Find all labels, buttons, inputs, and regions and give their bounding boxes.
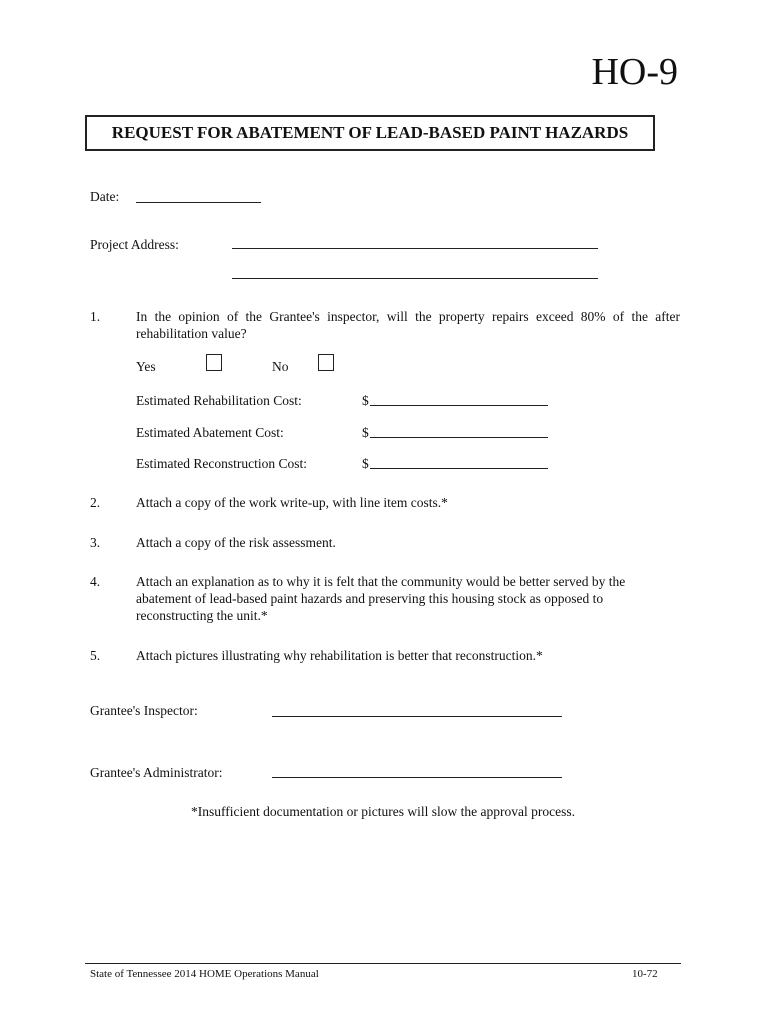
form-code: HO-9	[591, 51, 678, 93]
rehabilitation-cost-field[interactable]	[370, 391, 548, 406]
abatement-cost-field[interactable]	[370, 423, 548, 438]
reconstruction-cost-field[interactable]	[370, 454, 548, 469]
inspector-signature-field[interactable]	[272, 702, 562, 717]
date-label: Date:	[90, 189, 120, 204]
item-text: Attach a copy of the work write-up, with line item costs.*	[136, 495, 448, 510]
project-address-field-line2[interactable]	[232, 264, 598, 279]
item-text: Attach pictures illustrating why rehabilitation is better that reconstruction.*	[136, 648, 543, 663]
yes-label: Yes	[136, 359, 156, 374]
item-number: 4.	[90, 574, 101, 589]
item-number: 3.	[90, 535, 101, 550]
abatement-cost-prefix: $	[362, 425, 369, 440]
project-address-label: Project Address:	[90, 237, 179, 252]
footer-page-number: 10-72	[632, 968, 658, 980]
rehabilitation-cost-label: Estimated Rehabilitation Cost:	[136, 393, 302, 408]
form-title-box	[85, 115, 655, 151]
administrator-signature-field[interactable]	[272, 763, 562, 778]
rehabilitation-cost-prefix: $	[362, 393, 369, 408]
item-text: Attach an explanation as to why it is felt that the community would be better served by the abatement of lead-based paint hazards and preserving this housing stock as opposed to reconstructing the unit.*	[136, 574, 626, 623]
footnote-text: *Insufficient documentation or pictures will slow the approval process.	[190, 804, 576, 819]
item-text: In the opinion of the Grantee's inspector, will the property repairs exceed 80% of the after rehabilitation value?	[136, 309, 680, 341]
footer-manual-title: State of Tennessee 2014 HOME Operations Manual	[90, 968, 319, 980]
no-label: No	[272, 359, 289, 374]
abatement-cost-label: Estimated Abatement Cost:	[136, 425, 284, 440]
item-number: 5.	[90, 648, 101, 663]
form-title: REQUEST FOR ABATEMENT OF LEAD-BASED PAINT HAZARDS	[111, 123, 629, 142]
item-text: Attach a copy of the risk assessment.	[136, 535, 336, 550]
inspector-label: Grantee's Inspector:	[90, 703, 198, 718]
no-checkbox[interactable]	[318, 354, 334, 371]
project-address-field-line1[interactable]	[232, 234, 598, 249]
reconstruction-cost-label: Estimated Reconstruction Cost:	[136, 456, 307, 471]
item-number: 2.	[90, 495, 101, 510]
footer-divider	[85, 963, 681, 964]
yes-checkbox[interactable]	[206, 354, 222, 371]
administrator-label: Grantee's Administrator:	[90, 765, 223, 780]
date-field[interactable]	[136, 188, 261, 203]
footnote	[0, 803, 770, 820]
item-number: 1.	[90, 309, 101, 324]
reconstruction-cost-prefix: $	[362, 456, 369, 471]
